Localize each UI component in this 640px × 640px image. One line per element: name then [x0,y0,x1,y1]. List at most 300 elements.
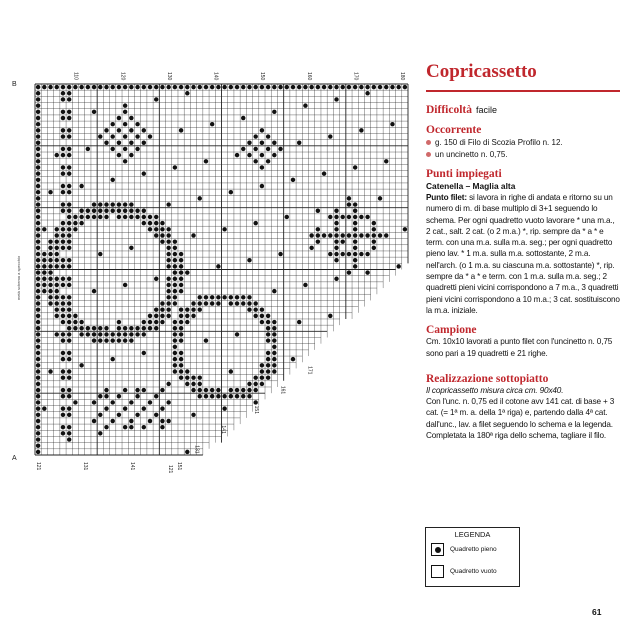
filled-square-mark [48,85,52,89]
filled-square-mark [123,122,127,126]
filled-square-mark [303,283,307,287]
filled-square-mark [247,85,251,89]
filled-square-mark [123,209,127,213]
filled-square-mark [179,332,183,336]
filled-square-mark [285,215,289,219]
filled-square-mark [67,332,71,336]
filled-square-mark [55,239,59,243]
side-note: metà schema a specchio [16,255,21,300]
filled-square-mark [148,314,152,318]
filled-square-mark [191,388,195,392]
filled-square-mark [110,202,114,206]
filled-square-mark [142,388,146,392]
filled-square-mark [36,258,40,262]
filled-square-mark [222,295,226,299]
filled-square-mark [148,221,152,225]
filled-square-mark [129,116,133,120]
filled-square-mark [73,400,77,404]
filled-square-mark [154,221,158,225]
filled-square-mark [166,301,170,305]
filled-square-mark [316,209,320,213]
filled-square-mark [67,351,71,355]
filled-square-mark [117,394,121,398]
filled-square-mark [253,307,257,311]
filled-square-mark [67,221,71,225]
filled-square-mark [73,314,77,318]
filled-square-mark [365,85,369,89]
filled-square-mark [266,351,270,355]
legend-full-label: Quadretto pieno [450,546,497,553]
filled-square-mark [36,91,40,95]
filled-square-mark [104,332,108,336]
filled-square-mark [142,128,146,132]
filled-square-mark [98,332,102,336]
filled-square-mark [61,277,65,281]
filled-square-mark [36,128,40,132]
stitches-heading: Punti impiegati [426,168,502,180]
filled-square-mark [104,141,108,145]
filled-square-mark [253,159,257,163]
filled-square-mark [334,221,338,225]
filled-square-mark [86,215,90,219]
filled-square-mark [55,289,59,293]
filled-square-mark [216,301,220,305]
filled-square-mark [92,202,96,206]
filled-square-mark [309,246,313,250]
top-scale-label: 170 [352,72,359,81]
filled-square-mark [359,233,363,237]
corner-label-a: A [12,455,17,462]
filled-square-mark [142,85,146,89]
filled-square-mark [36,165,40,169]
filled-square-mark [55,264,59,268]
filled-square-mark [135,332,139,336]
filled-square-mark [142,332,146,336]
filled-square-mark [123,103,127,107]
filled-square-mark [135,413,139,417]
filled-square-mark [235,153,239,157]
filled-square-mark [110,357,114,361]
filled-square-mark [61,209,65,213]
filled-square-mark [241,147,245,151]
filled-square-mark [253,314,257,318]
filled-square-mark [266,332,270,336]
filled-square-mark [48,258,52,262]
filled-square-mark [253,301,257,305]
filled-square-mark [117,141,121,145]
filled-square-mark [48,239,52,243]
filled-square-mark [198,307,202,311]
filled-square-mark [210,122,214,126]
filled-square-mark [322,171,326,175]
filled-square-mark [67,307,71,311]
filled-square-mark [110,332,114,336]
filled-square-mark [129,215,133,219]
filled-square-mark [48,295,52,299]
filled-square-mark [123,406,127,410]
filled-square-mark [36,413,40,417]
filled-square-mark [73,85,77,89]
filled-square-mark [67,209,71,213]
filled-square-mark [260,165,264,169]
filled-square-mark [36,295,40,299]
filled-square-mark [67,171,71,175]
filled-square-mark [79,326,83,330]
filled-square-mark [67,338,71,342]
filled-square-mark [36,431,40,435]
filled-square-mark [334,277,338,281]
filled-square-mark [142,351,146,355]
filled-square-mark [92,289,96,293]
filled-square-mark [173,357,177,361]
filled-square-mark [247,382,251,386]
filled-square-mark [36,209,40,213]
filled-square-mark [36,277,40,281]
filled-square-mark [67,147,71,151]
filled-square-mark [73,326,77,330]
filled-square-mark [36,332,40,336]
filled-square-mark [110,209,114,213]
filled-square-mark [198,394,202,398]
filled-square-mark [67,165,71,169]
filled-square-mark [384,233,388,237]
filled-square-mark [36,239,40,243]
filled-square-mark [185,382,189,386]
filled-square-mark [216,264,220,268]
filled-square-mark [334,233,338,237]
filled-square-mark [117,338,121,342]
filled-square-mark [210,388,214,392]
filled-square-mark [359,215,363,219]
filled-square-mark [61,134,65,138]
chart-grid [35,84,408,455]
filled-square-mark [55,301,59,305]
filled-square-mark [160,425,164,429]
filled-square-mark [173,351,177,355]
filled-square-mark [241,301,245,305]
filled-square-mark [92,332,96,336]
filled-square-mark [61,357,65,361]
making-paragraph [426,385,620,441]
filled-square-mark [104,128,108,132]
filled-square-mark [117,320,121,324]
filled-square-mark [353,165,357,169]
filled-square-mark [166,233,170,237]
filled-square-mark [36,419,40,423]
filled-square-mark [129,425,133,429]
filled-square-mark [191,307,195,311]
filled-square-mark [36,122,40,126]
filled-square-mark [204,295,208,299]
filled-square-mark [36,375,40,379]
filled-square-mark [353,227,357,231]
filled-square-mark [334,85,338,89]
filled-square-mark [61,283,65,287]
filled-square-mark [235,301,239,305]
filled-square-mark [253,400,257,404]
filled-square-mark [235,394,239,398]
filled-square-mark [204,301,208,305]
filled-square-mark [67,233,71,237]
filled-square-mark [334,97,338,101]
filled-square-mark [36,202,40,206]
filled-square-mark [36,221,40,225]
filled-square-mark [142,320,146,324]
filled-square-mark [241,295,245,299]
filled-square-mark [92,215,96,219]
materials-section [426,124,620,160]
filled-square-mark [154,85,158,89]
filled-square-mark [198,375,202,379]
filled-square-mark [365,270,369,274]
diagonal-scale-label: 121 [166,465,173,474]
filled-square-mark [104,406,108,410]
filled-square-mark [166,264,170,268]
filled-square-mark [173,264,177,268]
filled-square-mark [92,419,96,423]
filled-square-mark [260,153,264,157]
filled-square-mark [129,326,133,330]
filled-square-mark [260,85,264,89]
filled-square-mark [173,258,177,262]
filled-square-mark [179,320,183,324]
filet-label: Punto filet: [426,193,467,202]
filled-square-mark [266,314,270,318]
filled-square-mark [253,221,257,225]
filled-square-mark [148,400,152,404]
filled-square-mark [384,159,388,163]
filled-square-mark [372,233,376,237]
filled-square-mark [129,246,133,250]
filled-square-mark [61,320,65,324]
filled-square-mark [160,227,164,231]
filled-square-mark [316,239,320,243]
filled-square-mark [142,141,146,145]
filled-square-mark [55,246,59,250]
filled-square-mark [36,450,40,454]
filled-square-mark [67,239,71,243]
filled-square-mark [291,357,295,361]
materials-item-text: g. 150 di Filo di Scozia Profilo n. 12. [435,138,563,147]
filled-square-mark [67,134,71,138]
filled-square-mark [129,209,133,213]
filled-square-mark [253,134,257,138]
filled-square-mark [79,320,83,324]
filled-square-mark [272,141,276,145]
filled-square-mark [179,357,183,361]
making-text: Con l'unc. n. 0,75 ed il cotone avv 141 cat. di base + 3 cat. (= 1ª m. a. della 1ª riga) e, partendo dalla 4ª cat. dall'unc., lav. a filet seguendo lo schema e la legenda. Completata la 180ª riga dello schema, tagliare il filo. [426,397,615,441]
filled-square-mark [67,153,71,157]
filled-square-mark [229,190,233,194]
filled-square-mark [92,400,96,404]
filled-square-mark [42,252,46,256]
filled-square-mark [61,202,65,206]
filled-square-mark [61,221,65,225]
filled-square-mark [67,320,71,324]
filled-square-mark [92,85,96,89]
filled-square-mark [173,301,177,305]
filled-square-mark [247,258,251,262]
filled-square-mark [278,252,282,256]
filled-square-mark [67,258,71,262]
filled-square-mark [61,369,65,373]
filled-square-mark [303,103,307,107]
filled-square-mark [353,85,357,89]
filled-square-mark [309,233,313,237]
filled-square-mark [359,252,363,256]
legend-title: LEGENDA [454,530,491,539]
filled-square-mark [247,307,251,311]
filled-square-mark [36,307,40,311]
filled-square-mark [117,128,121,132]
filled-square-mark [48,270,52,274]
filled-square-mark [334,258,338,262]
top-scale-label: 130 [165,72,172,81]
filled-square-mark [191,375,195,379]
filled-square-mark [142,406,146,410]
filled-square-mark [160,307,164,311]
filled-square-mark [191,382,195,386]
filled-square-mark [61,295,65,299]
filled-square-mark [148,326,152,330]
filled-square-mark [42,85,46,89]
filled-square-mark [42,258,46,262]
filled-square-mark [48,283,52,287]
filled-square-mark [340,233,344,237]
filled-square-mark [328,252,332,256]
filled-square-mark [272,363,276,367]
filled-square-mark [173,283,177,287]
filled-square-mark [55,295,59,299]
filled-square-mark [55,314,59,318]
filet-paragraph [426,192,620,316]
filled-square-mark [86,332,90,336]
materials-item [426,137,620,148]
filled-square-mark [67,301,71,305]
filled-square-mark [390,122,394,126]
filled-square-mark [179,128,183,132]
filled-square-mark [179,351,183,355]
filled-square-mark [104,394,108,398]
filled-square-mark [272,110,276,114]
filled-square-mark [36,270,40,274]
filled-square-mark [98,134,102,138]
filled-square-mark [266,338,270,342]
filled-square-mark [365,252,369,256]
filled-square-mark [353,252,357,256]
filled-square-mark [241,394,245,398]
filled-square-mark [123,134,127,138]
filled-square-mark [272,332,276,336]
filled-square-mark [55,153,59,157]
filled-square-mark [173,338,177,342]
filled-square-mark [61,406,65,410]
filled-square-mark [117,326,121,330]
filled-square-mark [173,270,177,274]
filled-square-mark [117,209,121,213]
filled-square-mark [73,320,77,324]
filled-square-mark [61,233,65,237]
stitches-subheading: Catenella – Maglia alta [426,181,516,191]
filled-square-mark [247,394,251,398]
filled-square-mark [353,264,357,268]
filled-square-mark [36,147,40,151]
filled-square-mark [303,85,307,89]
filled-square-mark [36,103,40,107]
filled-square-mark [378,196,382,200]
filled-square-mark [359,128,363,132]
filled-square-mark [61,338,65,342]
filled-square-mark [48,277,52,281]
filled-square-mark [291,178,295,182]
filled-square-mark [253,382,257,386]
page-title: Copricassetto [426,61,537,82]
filled-square-mark [55,85,59,89]
filled-square-mark [353,221,357,225]
filled-square-mark [148,85,152,89]
filled-square-mark [36,314,40,318]
filled-square-mark [266,357,270,361]
filled-square-mark [154,307,158,311]
top-scale-label: 120 [119,72,126,81]
filled-square-mark [204,159,208,163]
filled-square-mark [185,369,189,373]
filled-square-mark [396,85,400,89]
top-scale-label: 140 [212,72,219,81]
filled-square-mark [328,85,332,89]
filled-square-mark [266,85,270,89]
filled-square-mark [48,252,52,256]
filled-square-mark [86,85,90,89]
filled-square-mark [260,184,264,188]
filled-square-mark [316,233,320,237]
filled-square-mark [260,363,264,367]
filled-square-mark [67,85,71,89]
filled-square-mark [166,400,170,404]
bottom-scale-label: 121 [35,462,41,471]
filled-square-mark [166,419,170,423]
filled-square-mark [67,394,71,398]
filled-square-mark [166,314,170,318]
filled-square-mark [110,419,114,423]
filled-square-mark [216,388,220,392]
filled-square-mark [36,171,40,175]
filled-square-mark [173,295,177,299]
filled-square-mark [166,382,170,386]
filled-square-mark [173,165,177,169]
filled-square-mark [129,400,133,404]
filled-square-mark [241,85,245,89]
filled-square-mark [247,301,251,305]
filled-square-mark [67,283,71,287]
filled-square-mark [61,375,65,379]
filled-square-mark [36,264,40,268]
sample-text: Cm. 10x10 lavorati a punto filet con l'uncinetto n. 0,75 sono pari a 19 quadretti e 21 righe. [426,337,613,358]
filled-square-mark [179,314,183,318]
filled-square-mark [61,153,65,157]
filled-square-mark [191,314,195,318]
filled-square-mark [235,85,239,89]
filled-square-mark [148,227,152,231]
filled-square-mark [166,246,170,250]
filled-square-mark [260,128,264,132]
filled-square-mark [36,388,40,392]
filled-square-mark [61,431,65,435]
filled-square-mark [235,388,239,392]
filled-square-mark [340,239,344,243]
filled-square-mark [79,184,83,188]
filled-square-mark [61,239,65,243]
